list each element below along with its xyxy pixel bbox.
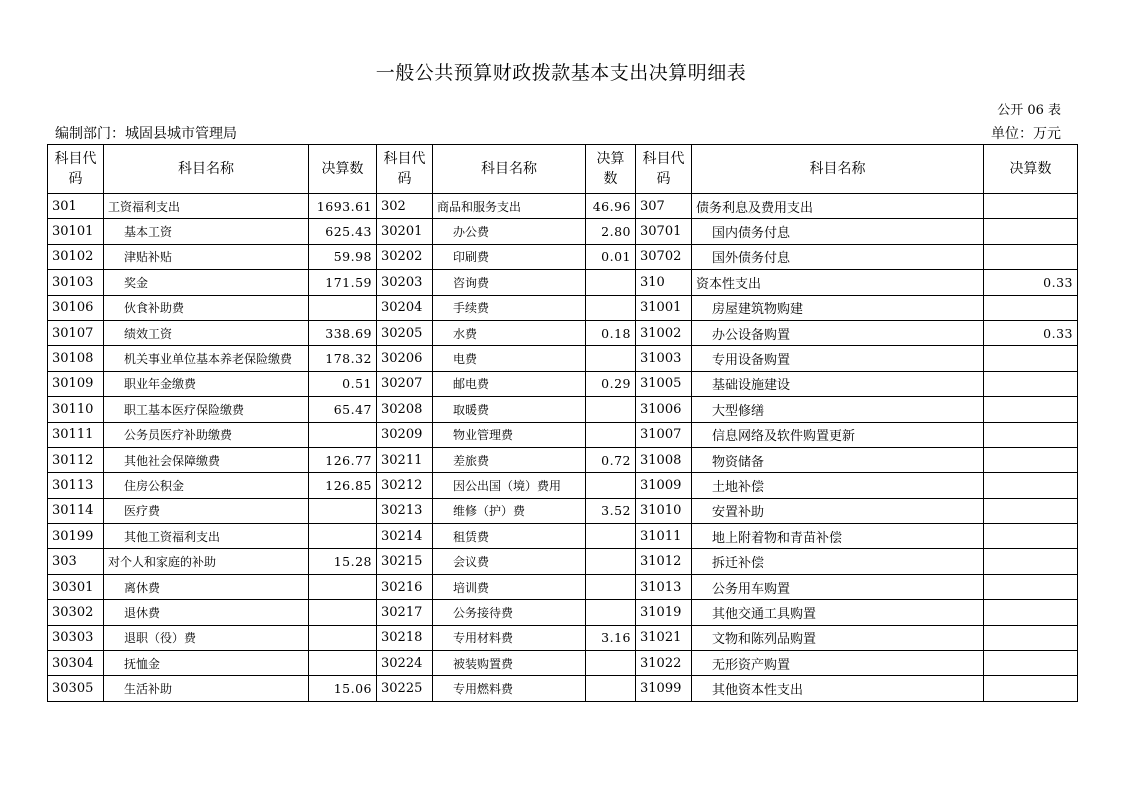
subject-name: 津贴补贴 [104,244,309,269]
subject-code: 30111 [48,422,104,447]
subject-code: 30215 [377,549,433,574]
table-row [48,422,1078,447]
header-amount: 决算数 [586,145,636,194]
amount-cell [309,651,377,676]
subject-code: 30201 [377,219,433,244]
amount-cell [984,549,1078,574]
subject-name: 文物和陈列品购置 [692,625,984,650]
subject-code: 30214 [377,524,433,549]
amount-cell: 126.85 [309,473,377,498]
header-amount: 决算数 [984,145,1078,194]
subject-code: 30702 [636,244,692,269]
subject-code: 30305 [48,676,104,701]
subject-code: 31012 [636,549,692,574]
subject-name: 咨询费 [433,270,586,295]
amount-cell [309,422,377,447]
subject-code: 30101 [48,219,104,244]
table-row [48,346,1078,371]
amount-cell [586,600,636,625]
subject-code: 307 [636,194,692,219]
subject-code: 30303 [48,625,104,650]
subject-code: 30701 [636,219,692,244]
subject-name: 租赁费 [433,524,586,549]
amount-cell [984,371,1078,396]
amount-cell [309,600,377,625]
amount-cell [586,397,636,422]
subject-name: 土地补偿 [692,473,984,498]
amount-cell: 1693.61 [309,194,377,219]
header-name: 科目名称 [104,145,309,194]
subject-code: 31008 [636,447,692,472]
amount-cell [309,524,377,549]
subject-code: 31019 [636,600,692,625]
subject-code: 30114 [48,498,104,523]
amount-cell: 0.72 [586,447,636,472]
amount-cell: 3.52 [586,498,636,523]
table-row [48,524,1078,549]
subject-name: 差旅费 [433,447,586,472]
subject-name: 房屋建筑物购建 [692,295,984,320]
table-row [48,625,1078,650]
amount-cell [984,295,1078,320]
subject-name: 印刷费 [433,244,586,269]
subject-code: 30218 [377,625,433,650]
subject-name: 绩效工资 [104,320,309,345]
subject-name: 工资福利支出 [104,194,309,219]
subject-code: 31011 [636,524,692,549]
subject-code: 30110 [48,397,104,422]
subject-name: 办公费 [433,219,586,244]
amount-cell [586,346,636,371]
subject-code: 30209 [377,422,433,447]
amount-cell [984,625,1078,650]
subject-code: 30106 [48,295,104,320]
subject-code: 31002 [636,320,692,345]
subject-name: 国外债务付息 [692,244,984,269]
subject-code: 30304 [48,651,104,676]
subject-name: 物业管理费 [433,422,586,447]
amount-cell: 171.59 [309,270,377,295]
subject-name: 公务接待费 [433,600,586,625]
subject-name: 国内债务付息 [692,219,984,244]
subject-name: 职工基本医疗保险缴费 [104,397,309,422]
subject-name: 邮电费 [433,371,586,396]
amount-cell [309,498,377,523]
subject-name: 退休费 [104,600,309,625]
amount-cell: 15.06 [309,676,377,701]
amount-cell [984,244,1078,269]
amount-cell [984,422,1078,447]
subject-name: 办公设备购置 [692,320,984,345]
amount-cell [586,473,636,498]
amount-cell [984,447,1078,472]
subject-name: 手续费 [433,295,586,320]
subject-code: 30208 [377,397,433,422]
subject-name: 大型修缮 [692,397,984,422]
subject-name: 基础设施建设 [692,371,984,396]
subject-code: 30224 [377,651,433,676]
subject-code: 30202 [377,244,433,269]
table-row [48,320,1078,345]
subject-name: 培训费 [433,574,586,599]
header-code: 科目代码 [48,145,104,194]
amount-cell [984,397,1078,422]
subject-name: 抚恤金 [104,651,309,676]
subject-code: 30102 [48,244,104,269]
table-row [48,447,1078,472]
amount-cell [586,651,636,676]
subject-code: 310 [636,270,692,295]
subject-code: 31006 [636,397,692,422]
subject-name: 专用燃料费 [433,676,586,701]
amount-cell: 0.01 [586,244,636,269]
subject-code: 31022 [636,651,692,676]
amount-cell: 3.16 [586,625,636,650]
subject-name: 电费 [433,346,586,371]
table-row [48,498,1078,523]
subject-name: 维修（护）费 [433,498,586,523]
amount-cell: 0.33 [984,270,1078,295]
amount-cell [984,346,1078,371]
subject-code: 31003 [636,346,692,371]
subject-code: 31021 [636,625,692,650]
subject-code: 30107 [48,320,104,345]
subject-code: 30205 [377,320,433,345]
subject-code: 30213 [377,498,433,523]
subject-code: 31099 [636,676,692,701]
subject-name: 会议费 [433,549,586,574]
subject-name: 专用材料费 [433,625,586,650]
amount-cell [586,270,636,295]
subject-code: 30217 [377,600,433,625]
subject-code: 30225 [377,676,433,701]
amount-cell: 0.51 [309,371,377,396]
subject-code: 31007 [636,422,692,447]
amount-cell [984,473,1078,498]
amount-cell: 2.80 [586,219,636,244]
subject-name: 信息网络及软件购置更新 [692,422,984,447]
amount-cell [984,600,1078,625]
subject-code: 30112 [48,447,104,472]
subject-code: 30204 [377,295,433,320]
table-row [48,651,1078,676]
amount-cell [586,524,636,549]
table-row [48,371,1078,396]
table-row [48,219,1078,244]
page-title: 一般公共预算财政拨款基本支出决算明细表 [375,62,747,84]
subject-code: 30108 [48,346,104,371]
amount-cell [309,625,377,650]
subject-name: 对个人和家庭的补助 [104,549,309,574]
subject-name: 机关事业单位基本养老保险缴费 [104,346,309,371]
amount-cell [984,651,1078,676]
subject-name: 物资储备 [692,447,984,472]
subject-code: 30203 [377,270,433,295]
amount-cell: 0.33 [984,320,1078,345]
form-number: 公开 06 表 [997,103,1061,118]
subject-code: 31001 [636,295,692,320]
subject-name: 退职（役）费 [104,625,309,650]
amount-cell: 0.29 [586,371,636,396]
subject-code: 30301 [48,574,104,599]
subject-name: 资本性支出 [692,270,984,295]
table-row [48,194,1078,219]
subject-name: 公务员医疗补助缴费 [104,422,309,447]
subject-code: 30207 [377,371,433,396]
amount-cell: 126.77 [309,447,377,472]
subject-code: 30216 [377,574,433,599]
table-row [48,270,1078,295]
subject-name: 其他交通工具购置 [692,600,984,625]
subject-code: 301 [48,194,104,219]
subject-code: 30302 [48,600,104,625]
amount-cell: 46.96 [586,194,636,219]
subject-name: 基本工资 [104,219,309,244]
amount-cell: 0.18 [586,320,636,345]
unit-label: 单位：万元 [991,126,1061,142]
table-row [48,574,1078,599]
table-row [48,549,1078,574]
subject-name: 拆迁补偿 [692,549,984,574]
subject-code: 30103 [48,270,104,295]
amount-cell: 178.32 [309,346,377,371]
header-row [48,145,1078,194]
amount-cell [586,549,636,574]
amount-cell [309,295,377,320]
header-code: 科目代码 [636,145,692,194]
amount-cell: 65.47 [309,397,377,422]
subject-name: 职业年金缴费 [104,371,309,396]
subject-name: 安置补助 [692,498,984,523]
subject-code: 31013 [636,574,692,599]
amount-cell [586,574,636,599]
subject-name: 医疗费 [104,498,309,523]
amount-cell [984,194,1078,219]
amount-cell [586,422,636,447]
subject-name: 因公出国（境）费用 [433,473,586,498]
subject-name: 专用设备购置 [692,346,984,371]
subject-name: 被装购置费 [433,651,586,676]
subject-name: 其他资本性支出 [692,676,984,701]
subject-name: 取暖费 [433,397,586,422]
subject-code: 302 [377,194,433,219]
subject-name: 无形资产购置 [692,651,984,676]
table-row [48,473,1078,498]
subject-code: 30113 [48,473,104,498]
subject-name: 债务利息及费用支出 [692,194,984,219]
amount-cell [984,524,1078,549]
subject-name: 离休费 [104,574,309,599]
subject-name: 地上附着物和青苗补偿 [692,524,984,549]
amount-cell [309,574,377,599]
subject-name: 伙食补助费 [104,295,309,320]
table-row [48,397,1078,422]
subject-name: 其他工资福利支出 [104,524,309,549]
amount-cell: 15.28 [309,549,377,574]
subject-code: 30206 [377,346,433,371]
subject-name: 奖金 [104,270,309,295]
table-row [48,244,1078,269]
amount-cell [984,574,1078,599]
subject-name: 商品和服务支出 [433,194,586,219]
amount-cell [984,498,1078,523]
subject-name: 生活补助 [104,676,309,701]
table-row [48,295,1078,320]
amount-cell [984,676,1078,701]
subject-code: 31010 [636,498,692,523]
subject-name: 其他社会保障缴费 [104,447,309,472]
subject-name: 公务用车购置 [692,574,984,599]
amount-cell [586,295,636,320]
amount-cell [984,219,1078,244]
amount-cell [586,676,636,701]
expenditure-table [47,144,1078,702]
amount-cell: 59.98 [309,244,377,269]
subject-code: 31009 [636,473,692,498]
subject-name: 住房公积金 [104,473,309,498]
header-name: 科目名称 [433,145,586,194]
amount-cell: 625.43 [309,219,377,244]
subject-name: 水费 [433,320,586,345]
amount-cell: 338.69 [309,320,377,345]
subject-code: 31005 [636,371,692,396]
table-row [48,600,1078,625]
subject-code: 30109 [48,371,104,396]
header-amount: 决算数 [309,145,377,194]
subject-code: 30211 [377,447,433,472]
header-code: 科目代码 [377,145,433,194]
subject-code: 30199 [48,524,104,549]
subject-code: 30212 [377,473,433,498]
header-name: 科目名称 [692,145,984,194]
table-row [48,676,1078,701]
department-label: 编制部门：城固县城市管理局 [55,126,237,142]
subject-code: 303 [48,549,104,574]
